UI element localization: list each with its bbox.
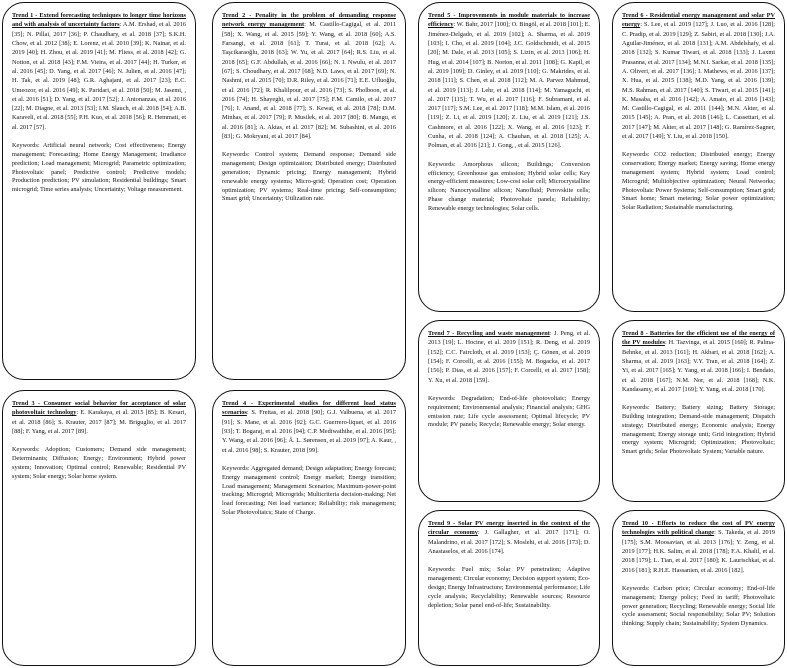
trend-4-refs: S. Freitas, et al. 2018 [90]; G.J. Valbuena, et al. 2017 [91]; S. Mane, et al. 2016 [92]; G.C. Guerrero-liquet, et al. 2016 [93]; T. Bogaraj, et al. 2016 [94]; C.P. Mediwaththe, et al. 2016 [95]; Y. Wang, et al. 2016 [96]; Å. L. Sørensen, et al. 2019 [97]; A. Kaur, , et al. 2016 [98]; S. Krauter, 2018 [99]. bbox=[222, 409, 396, 454]
trend-10-content: Trend 10 - Efforts to reduce the cost of PV energy technologies with political change: S. Takeda, et al. 2019 [175]; S.M. Moosavian, et al. 2013 [176]; Y. Zeng, et al. 2019 [177]; H.K. Salim, et al. 2018 [178]; F.A. Khalil, et al. 2018 [179]; L. Tian, et al. 2017 [180]; K. Laurischkat, et al. 2016 [181]; R.H.E. Hassanien, et al. 2016 [182]. bbox=[622, 520, 775, 574]
trend-2-keywords: Keywords: Control system; Demand response; Demand side management; Design optimization; Distributed energy; Distributed generation; Dynamic pricing; Energy management; Hybrid renewable energy systems; Micro-grid; Operation cost; Operation optimization; PV systems; Real-time pricing; Self-consumption; Smart grid; Uncertainty; Utilization rate. bbox=[222, 151, 396, 203]
trend-6-content: Trend 6 - Residential energy management and solar PV energy: S. Lee, et al. 2019 [127]; J. Luo, et al. 2016 [128]; C. Pradip, et al. 2019 [129]; Z. Sabiri, et al. 2018 [130]; J.A. Aguilar-Jiménez, et al. 2018 [131]; A.M. Abdelshafy, et al. 2018 [132]; S. Kumar Tiwari, et al. 2018 [133]; J. Laxmi Prasanna, et al. 2017 [134]; M.N.I. Sarkar, et al. 2018 [135]; A. Oliveri, et al. 2017 [136]; I. Mathews, et al. 2016 [137]; X. Hua, et al. 2015 [138]; M.D. Yang, et al. 2016 [139]; M.S. Rahman, et al. 2017 [140]; S. Tiwari, et al. 2015 [141]; K. Masaba, et al. 2016 [142]; A. Amato, et al. 2016 [143]; M. Castillo-Cagigal, et al. 2011 [144]; M.N. Akter, et al. 2015 [145]; A. Pran, et al. 2018 [146]; L. Cassettari, et al. 2017 [147]; M. Akter, et al. 2017 [148]; G. Ramírez-Sagner, et al. 2017 [149]; Y. Liu, et al. 2018 [150]. bbox=[622, 12, 775, 141]
trend-10-box bbox=[612, 510, 785, 666]
trend-2-refs: M. Castillo-Cagigal, et al. 2011 [58]; X. Wang, et al. 2015 [59]; Y. Wang, et al. 2018 [60]; A.S. Farsangi, et al. 2018 [61]; T. Turai, et al. 2018 [62]; A. Taşcikaraoğlu, 2018 [63]; W. Yu, et al. 2017 [64]; R.S. Liu, et al. 2018 [65]; G.F. Abdullah, et al. 2016 [66]; N. I. Nwulu, et al. 2017 [67]; S. Choudhary, et al. 2017 [68]; N.D. Laws, et al. 2017 [69]; N. Nashmi, et al. 2015 [70]; D.R. Riley, et al. 2016 [71]; E.E. Ufluoğlu, et al. 2016 [72]; R. Khalilpour, et al. 2016 [73]; S. Pholboon, et al. 2016 [74]; H. Shayeghi, et al. 2017 [75]; F.M. Camilo, et al. 2017 [76]; I. Anand, et al. 2018 [77]; S. Kewat, et al. 2018 [78]; D.M. Minhas, et al. 2017 [79]; P. Musilek, et al. 2017 [80]; B. Mangu, et al. 2016 [81]; A. Aktas, et al. 2017 [82]; M. Subashini, et al. 2016 [83]; G. Mokryani, et al. 2017 [84]. bbox=[222, 21, 397, 141]
trend-1-content: Trend 1 - Extend forecasting techniques to longer time horizons and with analysis of uncertainty factors: A.M. Ershad, et al. 2016 [35]; N. Pillai, 2017 [36]; P. Chaudhary, et al. 2018 [37]; S.K.H. Chow, et al. 2012 [38]; E. Lorenz, et al. 2010 [39]; K. Nainar, et al. 2019 [40]; H. Zhou, et al. 2019 [41]; M. Fliess, et al. 2018 [42]; G. Notton, et al. 2018 [43]; F.M. Vieira, et al. 2017 [44]; H. Turker, et al. 2016 [45]; D. Yang, et al. 2017 [46]; N. Julien, et al. 2016 [47]; H. Tak, et al. 2019 [48]; G.R. Aghajani, et al. 2017 [23]; E.C. Umeozor, et al. 2016 [49]; K. Paridari, et al. 2018 [50]; M. Jasemi, , et al. 2016 [51]; D. Yang, et al. 2017 [52]; J. Antonanzas, et al. 2016 [22]; M. Diagne, et al. 2013 [53]; I.M. Slauch, et al. 2018 [54]; A.B. Karaveli, et al. 2018 [55]; P.H. Kuo, et al. 2018 [56]; R. Hemmati, et al. 2017 [57]. bbox=[12, 12, 186, 131]
trend-6-box bbox=[612, 2, 785, 312]
trend-8-content: Trend 8 - Batteries for the efficient use of the energy of the PV modules: H. Tazvinga, et al. 2015 [160]; R. Palma-Behnke, et al. 2013 [161]; H. Akbari, et al. 2018 [162]; A. Sharma, et al. 2019 [163]; V.Y. Tran, et al. 2018 [164]; Z. Yi, et al. 2017 [165]; Y. Yang, et al. 2018 [166]; I. Bendato, et al. 2018 [167]; N.M. Nor, et al. 2018 [168]; N.K. Kandasamy, et al. 2017 [169]; Y. Yang, et al. 2018 [170]. bbox=[622, 330, 775, 393]
trend-7-title: Trend 7 - Recycling and waste management bbox=[428, 330, 550, 337]
trend-9-keywords: Keywords: Fuel mix; Solar PV penetration; Adaptive management; Circular economy; Decision support system; Eco-design; Energy Infrastructure; Environmental performance; Life cycle analysis; Recyclability; Renewable sources; Resource depletion; Solar panel end-of-life; Sustainability. bbox=[428, 566, 590, 609]
trend-4-title: Trend 4 - Experimental studies for different load status scenarios bbox=[222, 400, 396, 417]
trend-9-title: Trend 9 - Solar PV energy inserted in the context of the circular economy bbox=[428, 520, 590, 537]
trend-3-box bbox=[2, 390, 196, 666]
trend-3-content: Trend 3 - Consumer social behavior for acceptance of solar photovoltaic technology: E. Karakaya, et al. 2015 [85]; B. Kesari, et al. 2018 [86]; S. Krauter, 2017 [87]; M. Briguglio, et al. 2017 [88]; F. Yang, et al. 2017 [89]. bbox=[12, 400, 187, 435]
trend-4-box bbox=[212, 390, 406, 666]
trend-6-keywords: Keywords: CO2 reduction; Distributed energy; Energy conservation; Energy market; Energy saving; Home energy management system; Hybrid system; Load control; Microgrid; Multiobjective optimization; Neural Networks; Photovoltaic Power Systems; Self-consumption; Smart grid; Smart home; Smart metering; Solar power optimization; Solar Radiation; Sustainable manufacturing. bbox=[622, 151, 775, 212]
trend-8-box bbox=[612, 320, 785, 502]
trend-7-refs: J. Peng, et al. 2013 [19]; L. Hocine, et al. 2019 [151]; R. Deng, et al. 2019 [152]; C.C. Faircloth, et al. 2019 [153]; Ç. Gönen, et al. 2019 [154]; F. Corcelli, et al. 2016 [155]; M. Bogacka, et al. 2017 [156]; P. Dias, et al. 2016 [157]; F. Corcelli, et al. 2017 [158]; Y. Xu, et al. 2018 [159]. bbox=[428, 330, 590, 384]
trend-6-refs: S. Lee, et al. 2019 [127]; J. Luo, et al. 2016 [128]; C. Pradip, et al. 2019 [129]; Z. Sabiri, et al. 2018 [130]; J.A. Aguilar-Jiménez, et al. 2018 [131]; A.M. Abdelshafy, et al. 2018 [132]; S. Kumar Tiwari, et al. 2018 [133]; J. Laxmi Prasanna, et al. 2017 [134]; M.N.I. Sarkar, et al. 2018 [135]; A. Oliveri, et al. 2017 [136]; I. Mathews, et al. 2016 [137]; X. Hua, et al. 2015 [138]; M.D. Yang, et al. 2016 [139]; M.S. Rahman, et al. 2017 [140]; S. Tiwari, et al. 2015 [141]; K. Masaba, et al. 2016 [142]; A. Amato, et al. 2016 [143]; M. Castillo-Cagigal, et al. 2011 [144]; M.N. Akter, et al. 2015 [145]; A. Pran, et al. 2018 [146]; L. Cassettari, et al. 2017 [147]; M. Akter, et al. 2017 [148]; G. Ramírez-Sagner, et al. 2017 [149]; Y. Liu, et al. 2018 [150]. bbox=[622, 21, 775, 141]
trend-4-content: Trend 4 - Experimental studies for different load status scenarios: S. Freitas, et al. 2018 [90]; G.J. Valbuena, et al. 2017 [91]; S. Mane, et al. 2016 [92]; G.C. Guerrero-liquet, et al. 2016 [93]; T. Bogaraj, et al. 2016 [94]; C.P. Mediwaththe, et al. 2016 [95]; Y. Wang, et al. 2016 [96]; Å. L. Sørensen, et al. 2019 [97]; A. Kaur, , et al. 2016 [98]; S. Krauter, 2018 [99]. bbox=[222, 400, 396, 454]
trend-7-content: Trend 7 - Recycling and waste management: J. Peng, et al. 2013 [19]; L. Hocine, et al. 2019 [151]; R. Deng, et al. 2019 [152]; C.C. Faircloth, et al. 2019 [153]; Ç. Gönen, et al. 2019 [154]; F. Corcelli, et al. 2016 [155]; M. Bogacka, et al. 2017 [156]; P. Dias, et al. 2016 [157]; F. Corcelli, et al. 2017 [158]; Y. Xu, et al. 2018 [159]. bbox=[428, 330, 590, 384]
trend-4-keywords: Keywords: Aggregated demand; Design adaptation; Energy forecast; Energy management control; Energy market; Energy transition; Load management; Management Scenarios; Maximum-power-point tracking; Microgrid; Microgrids; Multicriteria decision-making; Net load forecasting; Net load variance; Reliability; risk management; Solar Photovoltaics; State of Charge. bbox=[222, 464, 396, 516]
trend-1-box bbox=[2, 2, 196, 380]
trend-2-content: Trend 2 - Penality in the problem of demanding response network energy management: M. Castillo-Cagigal, et al. 2011 [58]; X. Wang, et al. 2015 [59]; Y. Wang, et al. 2018 [60]; A.S. Farsangi, et al. 2018 [61]; T. Turai, et al. 2018 [62]; A. Taşcikaraoğlu, 2018 [63]; W. Yu, et al. 2017 [64]; R.S. Liu, et al. 2018 [65]; G.F. Abdullah, et al. 2016 [66]; N. I. Nwulu, et al. 2017 [67]; S. Choudhary, et al. 2017 [68]; N.D. Laws, et al. 2017 [69]; N. Nashmi, et al. 2015 [70]; D.R. Riley, et al. 2016 [71]; E.E. Ufluoğlu, et al. 2016 [72]; R. Khalilpour, et al. 2016 [73]; S. Pholboon, et al. 2016 [74]; H. Shayeghi, et al. 2017 [75]; F.M. Camilo, et al. 2017 [76]; I. Anand, et al. 2018 [77]; S. Kewat, et al. 2018 [78]; D.M. Minhas, et al. 2017 [79]; P. Musilek, et al. 2017 [80]; B. Mangu, et al. 2016 [81]; A. Aktas, et al. 2017 [82]; M. Subashini, et al. 2016 [83]; G. Mokryani, et al. 2017 [84]. bbox=[222, 12, 397, 141]
trend-2-box bbox=[212, 2, 406, 380]
trend-7-keywords: Keywords: Degradation; End-of-life photovoltaic; Energy requirement; Environmental analysis; Financial analysis; GHG emission rate; Life cycle assessment; Optimal lifecycle; PV module; PV panels; Recycle; Renewable energy; Solar energy. bbox=[428, 394, 590, 429]
trend-5-content: Trend 5 - Improvements in module materials to increase efficiency: W. Bahr, 2017 [100]; O. Bingöl, et al. 2018 [101]; E. Jiménez-Delgado, et al. 2019 [102]; A. Sharma, et al. 2019 [103]; I. Cho, et al. 2019 [104]; J.C. Goldschmidt, et al. 2015 [20]; M. Dale, et al. 2013 [105]; S. Lizin, et al. 2013 [106]; H. Hug, et al. 2014 [107]; B. Norton, et al. 2011 [108]; G. Kapil, et al. 2019 [109]; D. Ginley, et al. 2019 [110]; G. Makrides, et al. 2018 [111]; S. Chen, et al. 2018 [112]; M. A. Parvez Mahmud, et al. 2019 [113]; J. Lehr, et al. 2018 [114]; M. Yamaguchi, et al. 2017 [115]; T. Wu, et al. 2017 [116]; F. Subramani, et al. 2017 [117]; S.M. Lee, et al. 2017 [118]; M.M. Islam, et al. 2016 [119]; Z. Li, et al. 2019 [120]; Z. Liu, et al. 2019 [121]; J.S. Cashmore, et al. 2016 [122]; X. Wang, et al. 2016 [123]; F. Cunha, et al. 2018 [124]; A. Chauhan, et al. 2018 [125]; A. Polman, et al. 2016 [21]; J. Gong, , et al. 2015 [126]. bbox=[428, 12, 590, 150]
trend-5-box bbox=[418, 2, 600, 312]
trend-8-title: Trend 8 - Batteries for the efficient use of the energy of the PV modules bbox=[622, 330, 775, 347]
trend-5-title: Trend 5 - Improvements in module materials to increase efficiency bbox=[428, 12, 590, 29]
trend-9-refs: J. Gallagher, et al. 2017 [171]; O. Malandrino, et al. 2017 [172]; S. Moslehi, et al. 2016 [173]; D. Anastaselos, et al. 2016 [174]. bbox=[428, 529, 590, 555]
trend-8-keywords: Keywords: Battery; Battery sizing; Battery Storage; Building integration; Demand-side management; Dispatch strategy; Distributed energy; Economic analysis; Energy management; Energy storage unit; Grid integration; Hybrid energy system; Microgrid; Optimization; Photovoltaic; Smart grids; Solar Photovoltaic System; Variable nature. bbox=[622, 404, 775, 456]
trend-1-keywords: Keywords: Artificial neural network; Cost effectiveness; Energy management; Forecasting; Home Energy Management; Irradiance prediction; Load management; Microgrid; Parametric optimization; Photovoltaic panel; Predictive control; Predictive models; Production prediction; PV simulation; Residential buildings; Smart microgrid; Time series analysis; Uncertainty; Voltage measurement. bbox=[12, 142, 186, 194]
trend-7-box bbox=[418, 320, 600, 502]
trend-3-keywords: Keywords: Adoption; Customers; Demand side management; Determinants; Diffusion; Energy; Environment; Hybrid power system; Innovation; Optimal control; Renewable; Residential PV system; Solar energy; Solar home system. bbox=[12, 446, 186, 480]
trend-5-refs: W. Bahr, 2017 [100]; O. Bingöl, et al. 2018 [101]; E. Jiménez-Delgado, et al. 2019 [102]; A. Sharma, et al. 2019 [103]; I. Cho, et al. 2019 [104]; J.C. Goldschmidt, et al. 2015 [20]; M. Dale, et al. 2013 [105]; S. Lizin, et al. 2013 [106]; H. Hug, et al. 2014 [107]; B. Norton, et al. 2011 [108]; G. Kapil, et al. 2019 [109]; D. Ginley, et al. 2019 [110]; G. Makrides, et al. 2018 [111]; S. Chen, et al. 2018 [112]; M. A. Parvez Mahmud, et al. 2019 [113]; J. Lehr, et al. 2018 [114]; M. Yamaguchi, et al. 2017 [115]; T. Wu, et al. 2017 [116]; F. Subramani, et al. 2017 [117]; S.M. Lee, et al. 2017 [118]; M.M. Islam, et al. 2016 [119]; Z. Li, et al. 2019 [120]; Z. Liu, et al. 2019 [121]; J.S. Cashmore, et al. 2016 [122]; X. Wang, et al. 2016 [123]; F. Cunha, et al. 2018 [124]; A. Chauhan, et al. 2018 [125]; A. Polman, et al. 2016 [21]; J. Gong, , et al. 2015 [126]. bbox=[428, 21, 590, 150]
trend-10-keywords: Keywords: Carbon price; Circular economy; End-of-life management; Energy policy; Feed in tariff; Photovoltaic power generation; Recycling; Renewable energy; Social life cycle assessment; Social responsibility; Solar PV; Solution thinking; Supply chain; Sustainability; System Dynamics. bbox=[622, 584, 775, 628]
trend-1-title: Trend 1 - Extend forecasting techniques to longer time horizons and with analysis of uncertainty factors bbox=[12, 12, 186, 29]
trend-2-title: Trend 2 - Penality in the problem of demanding response network energy management bbox=[222, 12, 396, 29]
trend-6-title: Trend 6 - Residential energy management and solar PV energy bbox=[622, 12, 775, 29]
trend-9-box bbox=[418, 510, 600, 666]
trend-9-content: Trend 9 - Solar PV energy inserted in the context of the circular economy: J. Gallagher, et al. 2017 [171]; O. Malandrino, et al. 2017 [172]; S. Moslehi, et al. 2016 [173]; D. Anastaselos, et al. 2016 [174]. bbox=[428, 520, 590, 555]
trend-10-refs: S. Takeda, et al. 2019 [175]; S.M. Moosavian, et al. 2013 [176]; Y. Zeng, et al. 2019 [177]; H.K. Salim, et al. 2018 [178]; F.A. Khalil, et al. 2018 [179]; L. Tian, et al. 2017 [180]; K. Laurischkat, et al. 2016 [181]; R.H.E. Hassanien, et al. 2016 [182]. bbox=[622, 529, 775, 574]
trend-8-refs: H. Tazvinga, et al. 2015 [160]; R. Palma-Behnke, et al. 2013 [161]; H. Akbari, et al. 2018 [162]; A. Sharma, et al. 2019 [163]; V.Y. Tran, et al. 2018 [164]; Z. Yi, et al. 2017 [165]; Y. Yang, et al. 2018 [166]; I. Bendato, et al. 2018 [167]; N.M. Nor, et al. 2018 [168]; N.K. Kandasamy, et al. 2017 [169]; Y. Yang, et al. 2018 [170]. bbox=[622, 339, 775, 393]
trend-1-refs: A.M. Ershad, et al. 2016 [35]; N. Pillai, 2017 [36]; P. Chaudhary, et al. 2018 [37]; S.K.H. Chow, et al. 2012 [38]; E. Lorenz, et al. 2010 [39]; K. Nainar, et al. 2019 [40]; H. Zhou, et al. 2019 [41]; M. Fliess, et al. 2018 [42]; G. Notton, et al. 2018 [43]; F.M. Vieira, et al. 2017 [44]; H. Turker, et al. 2016 [45]; D. Yang, et al. 2017 [46]; N. Julien, et al. 2016 [47]; H. Tak, et al. 2019 [48]; G.R. Aghajani, et al. 2017 [23]; E.C. Umeozor, et al. 2016 [49]; K. Paridari, et al. 2018 [50]; M. Jasemi, , et al. 2016 [51]; D. Yang, et al. 2017 [52]; J. Antonanzas, et al. 2016 [22]; M. Diagne, et al. 2013 [53]; I.M. Slauch, et al. 2018 [54]; A.B. Karaveli, et al. 2018 [55]; P.H. Kuo, et al. 2018 [56]; R. Hemmati, et al. 2017 [57]. bbox=[12, 21, 186, 131]
trend-3-title: Trend 3 - Consumer social behavior for acceptance of solar photovoltaic technology bbox=[12, 400, 186, 417]
trend-5-keywords: Keywords: Amorphous silicon; Buildings; Conversion efficiency; Greenhouse gas emission; Hybrid solar cells; Key energy-efficient measures; Low-cost solar cell; Microcrystalline silicon; Nanocrystalline silicon; Nanofluid; Perovskite cells; Phase change material; Photovoltaic panels; Reliability; Renewable energy technologies; Solar cells. bbox=[428, 160, 590, 212]
trend-10-title: Trend 10 - Efforts to reduce the cost of PV energy technologies with political change bbox=[622, 520, 775, 537]
trend-3-refs: E. Karakaya, et al. 2015 [85]; B. Kesari, et al. 2018 [86]; S. Krauter, 2017 [87]; M. Briguglio, et al. 2017 [88]; F. Yang, et al. 2017 [89]. bbox=[12, 409, 187, 435]
